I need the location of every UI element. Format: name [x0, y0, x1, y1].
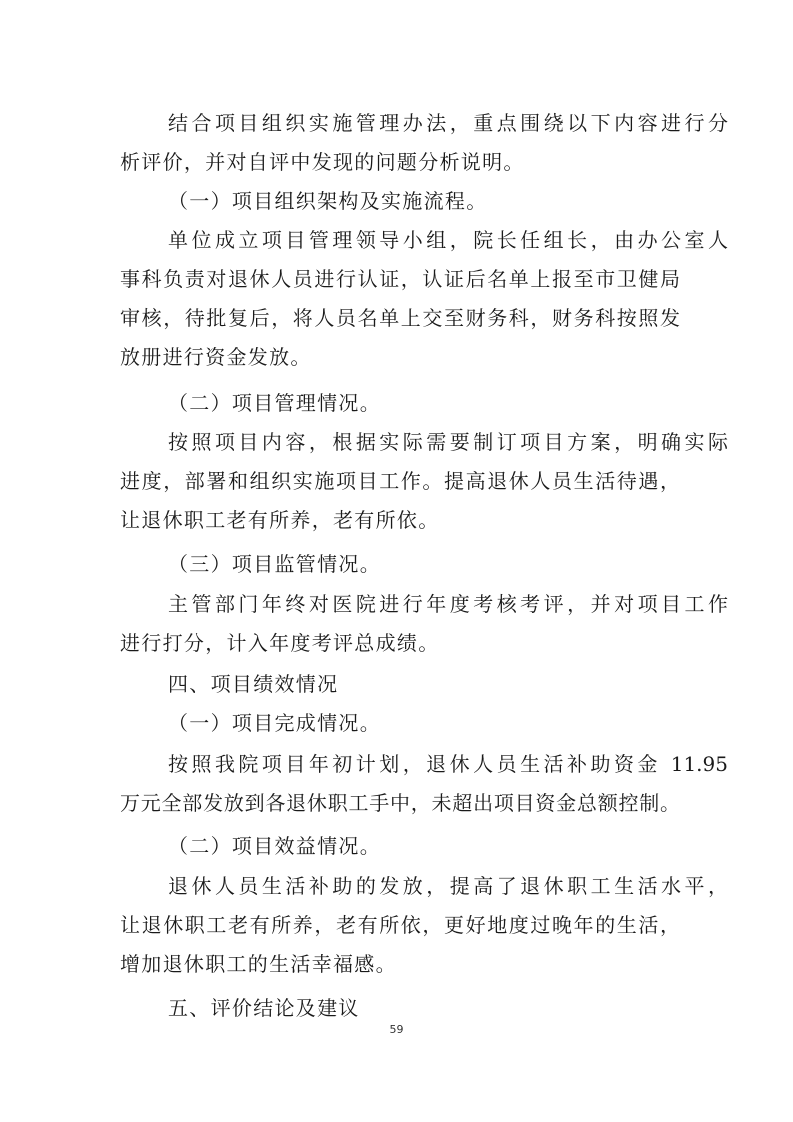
chapter-heading: 四、项目绩效情况	[168, 672, 339, 696]
paragraph-line: 增加退休职工的生活幸福感。	[120, 952, 397, 976]
section-heading: （二）项目管理情况。	[168, 391, 381, 415]
paragraph-line: 按照项目内容，根据实际需要制订项目方案，明确实际	[168, 430, 728, 454]
paragraph-line: 进行打分，计入年度考评总成绩。	[120, 631, 440, 655]
chapter-heading: 五、评价结论及建议	[168, 996, 360, 1020]
paragraph-line: 主管部门年终对医院进行年度考核考评，并对项目工作	[168, 592, 728, 616]
paragraph-line: 结合项目组织实施管理办法，重点围绕以下内容进行分	[168, 111, 728, 135]
section-heading: （二）项目效益情况。	[168, 834, 381, 858]
paragraph-line: 按照我院项目年初计划，退休人员生活补助资金 11.95	[168, 752, 728, 776]
paragraph-line: 事科负责对退休人员进行认证，认证后名单上报至市卫健局	[120, 267, 680, 291]
page-number: 59	[389, 1023, 404, 1036]
section-heading: （三）项目监管情况。	[168, 552, 381, 576]
paragraph-line: 让退休职工老有所养，老有所依。	[120, 508, 440, 532]
paragraph-line: 退休人员生活补助的发放，提高了退休职工生活水平，	[168, 874, 728, 898]
paragraph-line: 让退休职工老有所养，老有所依，更好地度过晚年的生活，	[120, 913, 680, 937]
paragraph-line: 放册进行资金发放。	[120, 345, 312, 369]
paragraph-line: 析评价，并对自评中发现的问题分析说明。	[120, 150, 525, 174]
paragraph-line: 单位成立项目管理领导小组，院长任组长，由办公室人	[168, 228, 728, 252]
paragraph-line: 审核，待批复后，将人员名单上交至财务科，财务科按照发	[120, 306, 680, 330]
paragraph-line: 进度，部署和组织实施项目工作。提高退休人员生活待遇，	[120, 469, 680, 493]
section-heading: （一）项目组织架构及实施流程。	[168, 189, 488, 213]
section-heading: （一）项目完成情况。	[168, 711, 381, 735]
paragraph-line: 万元全部发放到各退休职工手中，未超出项目资金总额控制。	[120, 791, 680, 815]
